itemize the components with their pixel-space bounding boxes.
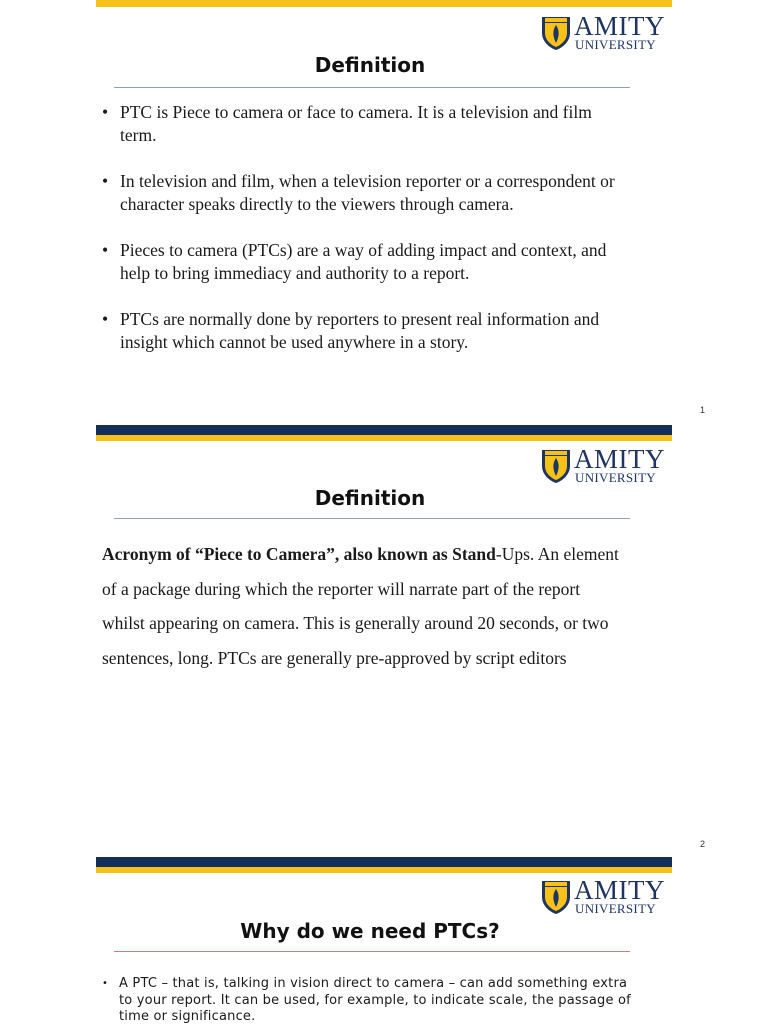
slide-1 (0, 0, 768, 420)
slide-title: Definition (314, 486, 426, 510)
page-number: 1 (700, 405, 706, 415)
list-item: • PTC is Piece to camera or face to camera. It is a television and film term. (102, 101, 622, 147)
title-divider (114, 87, 630, 88)
bullet-list (102, 101, 622, 377)
list-item: • A PTC – that is, talking in vision direct to camera – can add something extra to your report. It can be used, for example, to indicate scale, the passage of time or significance. (102, 976, 632, 1026)
slide-3 (0, 857, 768, 1024)
logo-wordmark: AMITY (574, 875, 665, 905)
shield-crest-icon (540, 879, 572, 915)
title-divider (114, 951, 630, 952)
logo-wordmark: AMITY (574, 444, 665, 474)
page-number: 2 (700, 839, 706, 849)
logo-subtitle: UNIVERSITY (575, 37, 656, 52)
header-bar (96, 0, 672, 7)
paragraph-body: -Ups. An element of a package during which the reporter will narrate part of the report whilst appearing on camera. This is generally around 20 seconds, or two sentences, long. PTCs are generally pre-approved by script editors (102, 544, 619, 668)
list-item: • PTCs are normally done by reporters to present real information and insight which cannot be used anywhere in a story. (102, 308, 622, 354)
amity-logo (540, 11, 665, 55)
slide-title: Why do we need PTCs? (240, 919, 500, 943)
amity-logo (540, 444, 665, 488)
amity-logo (540, 875, 665, 919)
logo-wordmark: AMITY (574, 11, 665, 41)
shield-crest-icon (540, 448, 572, 484)
logo-subtitle: UNIVERSITY (575, 901, 656, 916)
header-bar (96, 425, 672, 441)
list-item: • Pieces to camera (PTCs) are a way of adding impact and context, and help to bring immediacy and authority to a report. (102, 239, 622, 285)
logo-subtitle: UNIVERSITY (575, 470, 656, 485)
header-bar (96, 857, 672, 873)
slide-title: Definition (314, 53, 426, 77)
bullet-list (102, 976, 632, 1026)
definition-paragraph (102, 537, 622, 675)
slide-2 (0, 425, 768, 855)
list-item: • In television and film, when a television reporter or a correspondent or character speaks directly to the viewers through camera. (102, 170, 622, 216)
title-divider (114, 518, 630, 519)
shield-crest-icon (540, 15, 572, 51)
paragraph-lead: Acronym of “Piece to Camera”, also known as Stand (102, 544, 496, 564)
